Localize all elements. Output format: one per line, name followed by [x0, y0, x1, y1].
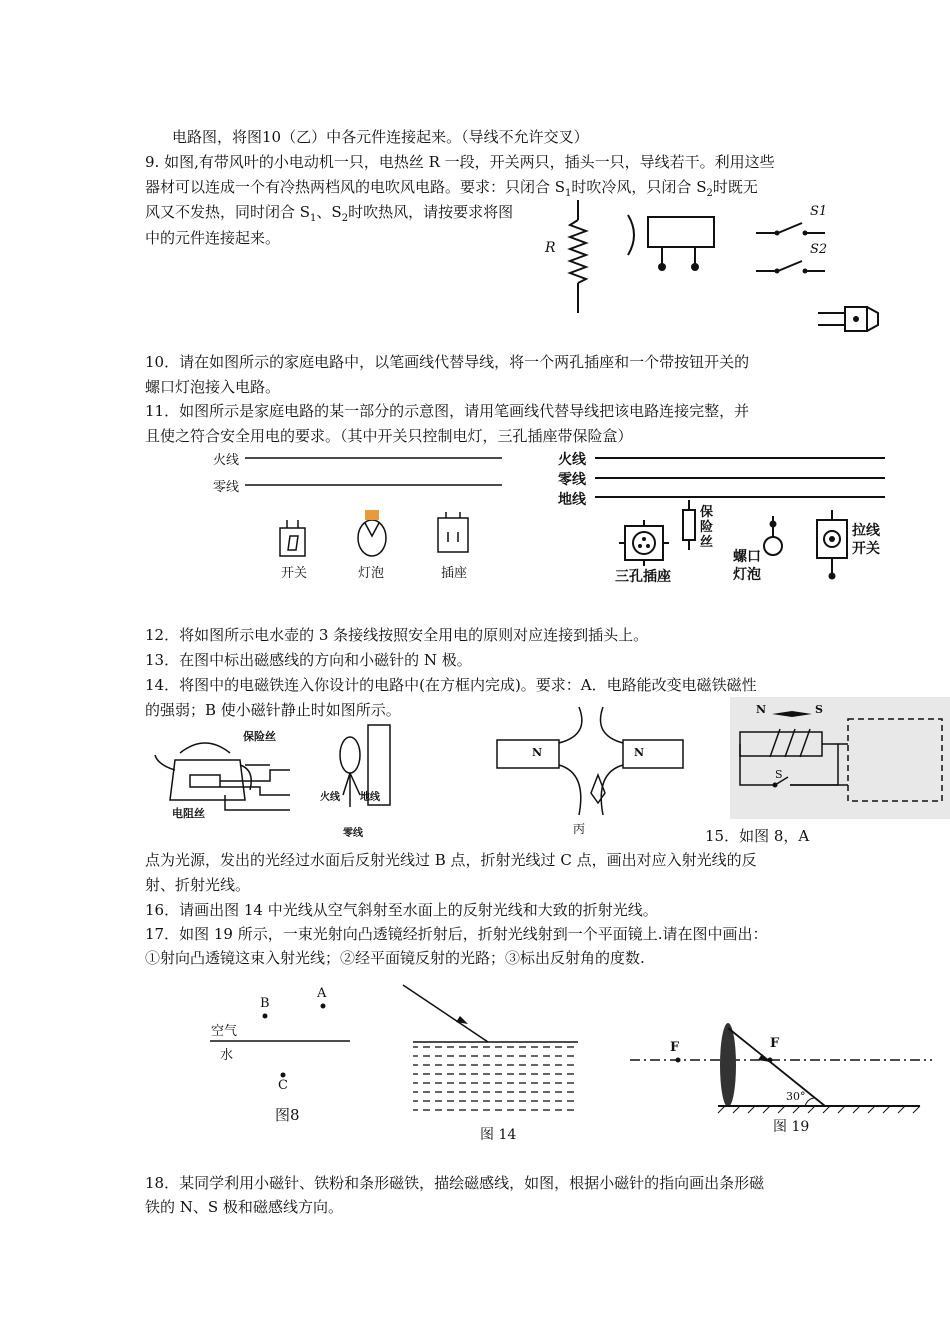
- compass-needle: [772, 711, 812, 717]
- magnet-n2-label: N: [634, 746, 645, 759]
- point-b-label: B: [260, 996, 270, 1011]
- neutral-label: 零线: [343, 828, 363, 839]
- fan-blade: [628, 215, 634, 255]
- resistor-label: R: [545, 240, 556, 256]
- magnet-n1-label: N: [532, 746, 543, 759]
- question-9-line4: 中的元件连接起来。: [145, 229, 281, 247]
- figure-8-caption: 图8: [275, 1106, 300, 1124]
- figure-11: [555, 448, 890, 588]
- water-region: [413, 1046, 578, 1116]
- question-15-line2: 点为光源，发出的光经过水面后反射光线过 B 点，折射光线过 C 点，画出对应入射光线的反: [145, 851, 757, 869]
- convex-lens: [720, 1023, 736, 1107]
- magnet-right: [623, 740, 683, 768]
- figure-9: [540, 195, 900, 340]
- figure-13-caption: 丙: [573, 822, 586, 836]
- question-18-line2: 铁的 N、S 极和磁感线方向。: [145, 1198, 343, 1216]
- bulb-icon: [358, 520, 386, 556]
- question-17-line2: ①射向凸透镜这束入射光线；②经平面镜反射的光路；③标出反射角的度数.: [145, 949, 645, 967]
- neutral-wire-label: 零线: [558, 472, 586, 488]
- s2-label: S2: [810, 242, 828, 257]
- switch-icon: [280, 528, 305, 556]
- pull-switch-label: 拉线开关: [852, 523, 880, 557]
- needle-s-label: S: [815, 703, 823, 716]
- question-9-line1: 9. 如图,有带风叶的小电动机一只，电热丝 R 一段，开关两只，插头一只，导线若干。利用这些: [145, 153, 775, 171]
- answer-box: [848, 719, 942, 801]
- live-wire-label: 火线: [213, 453, 240, 468]
- screw-bulb: [764, 537, 782, 555]
- figure-12-plug: [318, 715, 398, 825]
- water-label: 水: [220, 1048, 234, 1063]
- focus-right-label: F: [770, 1036, 780, 1051]
- switch-label: 开关: [281, 566, 308, 581]
- figure-19: [630, 1020, 932, 1115]
- incident-ray: [403, 985, 488, 1042]
- question-12: 12．将如图所示电水壶的 3 条接线按照安全用电的原则对应连接到插头上。: [145, 626, 649, 644]
- neutral-wire-label: 零线: [213, 480, 240, 495]
- heater-resistor: [570, 220, 586, 283]
- fuse-label: 保险丝: [700, 505, 714, 550]
- magnet-left: [497, 740, 559, 768]
- s1-label: S1: [810, 204, 828, 219]
- air-label: 空气: [211, 1024, 238, 1039]
- question-11-line2: 且使之符合安全用电的要求。（其中开关只控制电灯，三孔插座带保险盒）: [145, 427, 633, 445]
- figure-13: [495, 705, 685, 825]
- figure-19-caption: 图 19: [773, 1119, 810, 1135]
- live-wire-label: 火线: [558, 452, 586, 468]
- question-17-line1: 17．如图 19 所示，一束光射向凸透镜经折射后，折射光线射到一个平面镜上.请在图中画出：: [145, 925, 768, 943]
- socket-icon: [438, 518, 468, 552]
- question-15-line3: 射、折射光线。: [145, 876, 251, 894]
- socket-label: 插座: [441, 566, 468, 581]
- question-15-line1: 15．如图 8，A: [705, 827, 810, 845]
- three-pin-socket-label: 三孔插座: [615, 569, 671, 585]
- point-a: [321, 1004, 326, 1009]
- heater-label: 电阻丝: [172, 807, 205, 820]
- point-b: [263, 1014, 268, 1019]
- needle-n-label: N: [756, 703, 767, 716]
- ground-label: 地线: [360, 792, 380, 803]
- figure-14-caption: 图 14: [480, 1127, 517, 1143]
- question-10-line1: 10．请在如图所示的家庭电路中，以笔画线代替导线，将一个两孔插座和一个带按钮开关的: [145, 353, 750, 371]
- figure-14-water: [398, 980, 583, 1120]
- question-16: 16．请画出图 14 中光线从空气斜射至水面上的反射光线和大致的折射光线。: [145, 901, 658, 919]
- fuse-label: 保险丝: [243, 730, 276, 743]
- question-18-line1: 18．某同学利用小磁针、铁粉和条形磁铁，描绘磁感线，如图，根据小磁针的指向画出条形磁: [145, 1174, 765, 1192]
- electromagnet-core: [740, 732, 822, 756]
- question-10-line2: 螺口灯泡接入电路。: [145, 378, 281, 396]
- point-a-label: A: [317, 986, 327, 1001]
- question-14-line2: 的强弱；B 使小磁针静止时如图所示。: [145, 701, 401, 719]
- angle-label: 30°: [786, 1090, 806, 1103]
- question-11-line1: 11．如图所示是家庭电路的某一部分的示意图，请用笔画线代替导线把该电路连接完整，并: [145, 402, 750, 420]
- kettle-body: [170, 760, 245, 800]
- text-line: 电路图，将图10（乙）中各元件连接起来。（导线不允许交叉）: [172, 128, 589, 146]
- compass-needle: [591, 775, 605, 803]
- focus-left-label: F: [670, 1040, 680, 1055]
- point-c-label: C: [278, 1078, 288, 1093]
- question-9-line3: 风又不发热，同时闭合 $S_1$、$S_2$时吹热风，请按要求将图: [145, 203, 514, 224]
- ground-wire-label: 地线: [558, 492, 586, 508]
- fuse-box: [683, 510, 695, 540]
- question-9-line2: 器材可以连成一个有冷热两档风的电吹风电路。要求：只闭合 $S_1$时吹冷风，只闭合 $S_2$时既无: [145, 178, 758, 199]
- live-label: 火线: [320, 792, 340, 803]
- bulb-label: 灯泡: [358, 566, 385, 581]
- switch-s2: [778, 261, 802, 271]
- screw-bulb-label: 螺口灯泡: [733, 549, 761, 583]
- figure-10: [210, 448, 510, 558]
- heater-coil: [190, 775, 220, 787]
- question-14-line1: 14．将图中的电磁铁连入你设计的电路中(在方框内完成)。要求：A．电路能改变电磁铁磁性: [145, 676, 757, 694]
- switch-s1: [778, 223, 802, 233]
- switch-s-label: S: [775, 768, 783, 781]
- question-13: 13．在图中标出磁感线的方向和小磁针的 N 极。: [145, 651, 472, 669]
- motor: [648, 217, 714, 247]
- point-c: [281, 1073, 286, 1078]
